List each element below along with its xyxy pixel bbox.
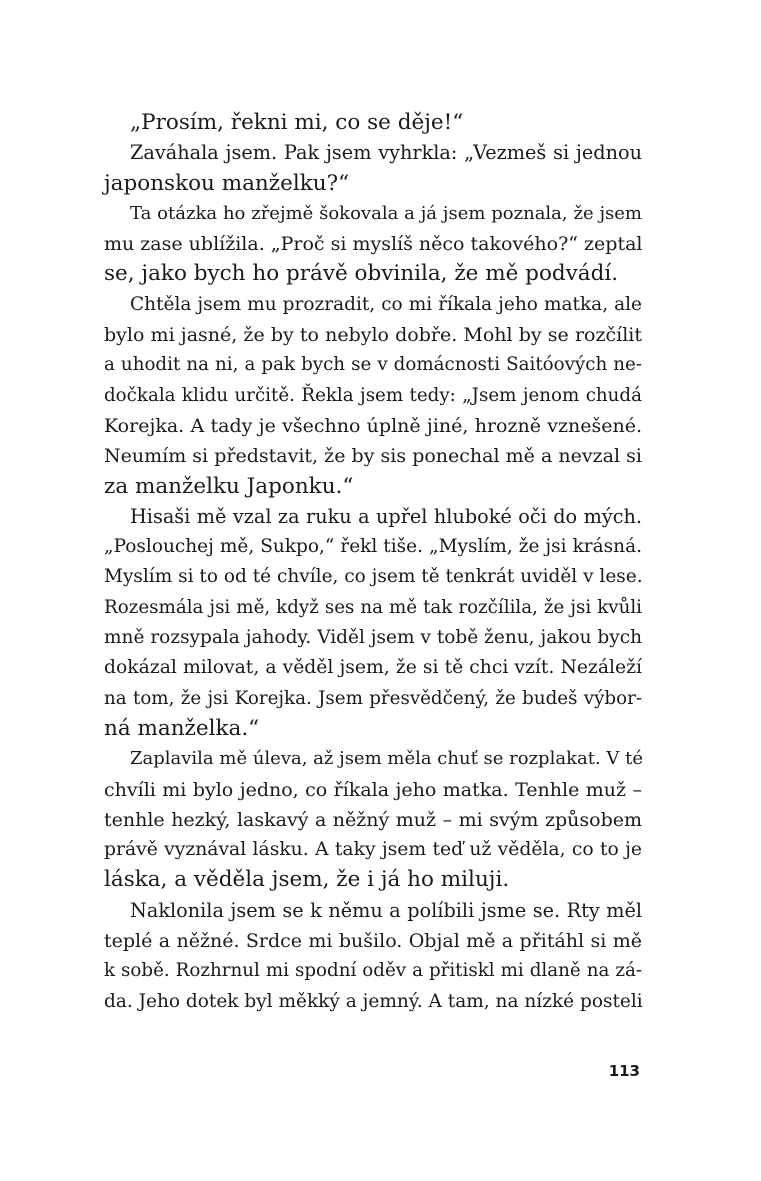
text-line: Ta otázka ho zřejmě šokovala a já jsem poznala, že jsem <box>130 202 642 224</box>
text-line: dočkala klidu určitě. Řekla jsem tedy: „Jsem jenom chudá <box>104 384 642 406</box>
text-line: Neumím si představit, že by sis ponechal mě a nevzal si <box>104 445 642 468</box>
text-line: mně rozsypala jahody. Viděl jsem v tobě ženu, jakou bych <box>104 627 642 649</box>
body-text <box>104 108 642 1017</box>
text-line: mu zase ublížila. „Proč si myslíš něco takového?“ zeptal <box>104 233 643 256</box>
text-line: láska, a věděla jsem, že i já ho miluji. <box>104 867 510 893</box>
text-line: japonskou manželku?“ <box>104 170 350 196</box>
page-number: 113 <box>608 1062 640 1080</box>
text-line: „Poslouchej mě, Sukpo,“ řekl tiše. „Myslím, že jsi krásná. <box>104 536 642 558</box>
text-line: Zaváhala jsem. Pak jsem vyhrkla: „Vezmeš si jednou <box>130 141 642 165</box>
text-line: bylo mi jasné, že by to nebylo dobře. Mohl by se rozčílit <box>104 324 642 347</box>
text-line: ná manželka.“ <box>104 715 260 741</box>
text-line: Zaplavila mě úleva, až jsem měla chuť se rozplakat. V té <box>130 748 643 770</box>
text-line: Korejka. A tady je všechno úplně jiné, hrozně vznešené. <box>104 414 642 437</box>
text-line: Chtěla jsem mu prozradit, co mi říkala jeho matka, ale <box>130 293 642 315</box>
text-line: Rozesmála jsi mě, když ses na mě tak rozčílila, že jsi kvůli <box>104 596 642 618</box>
text-line: „Prosím, řekni mi, co se děje!“ <box>130 110 464 135</box>
text-line: dokázal milovat, a věděl jsem, že si tě chci vzít. Nezáleží <box>104 657 642 679</box>
text-line: teplé a něžné. Srdce mi bušilo. Objal mě a přitáhl si mě <box>104 930 642 953</box>
text-line: za manželku Japonku.“ <box>104 473 354 499</box>
text-line: se, jako bych ho právě obvinila, že mě podvádí. <box>104 261 619 287</box>
text-line: právě vyznával lásku. A taky jsem teď už věděla, co to je <box>104 839 642 861</box>
text-line: Myslím si to od té chvíle, co jsem tě tenkrát uviděl v lese. <box>104 566 643 588</box>
text-line: da. Jeho dotek byl měkký a jemný. A tam, na nízké posteli <box>104 990 643 1012</box>
text-line: na tom, že jsi Korejka. Jsem přesvědčený, že budeš výbor- <box>104 687 642 709</box>
text-line: Naklonila jsem se k němu a políbili jsme se. Rty měl <box>130 898 642 922</box>
text-line: Hisaši mě vzal za ruku a upřel hluboké oči do mých. <box>130 504 642 528</box>
text-line: a uhodit na ni, a pak bych se v domácnosti Saitóových ne- <box>104 354 642 376</box>
text-line: chvíli mi bylo jedno, co říkala jeho matka. Tenhle muž – <box>104 778 642 801</box>
text-line: tenhle hezký, laskavý a něžný muž – mi svým způsobem <box>104 808 642 831</box>
text-line: k sobě. Rozhrnul mi spodní oděv a přitiskl mi dlaně na zá- <box>104 960 642 982</box>
